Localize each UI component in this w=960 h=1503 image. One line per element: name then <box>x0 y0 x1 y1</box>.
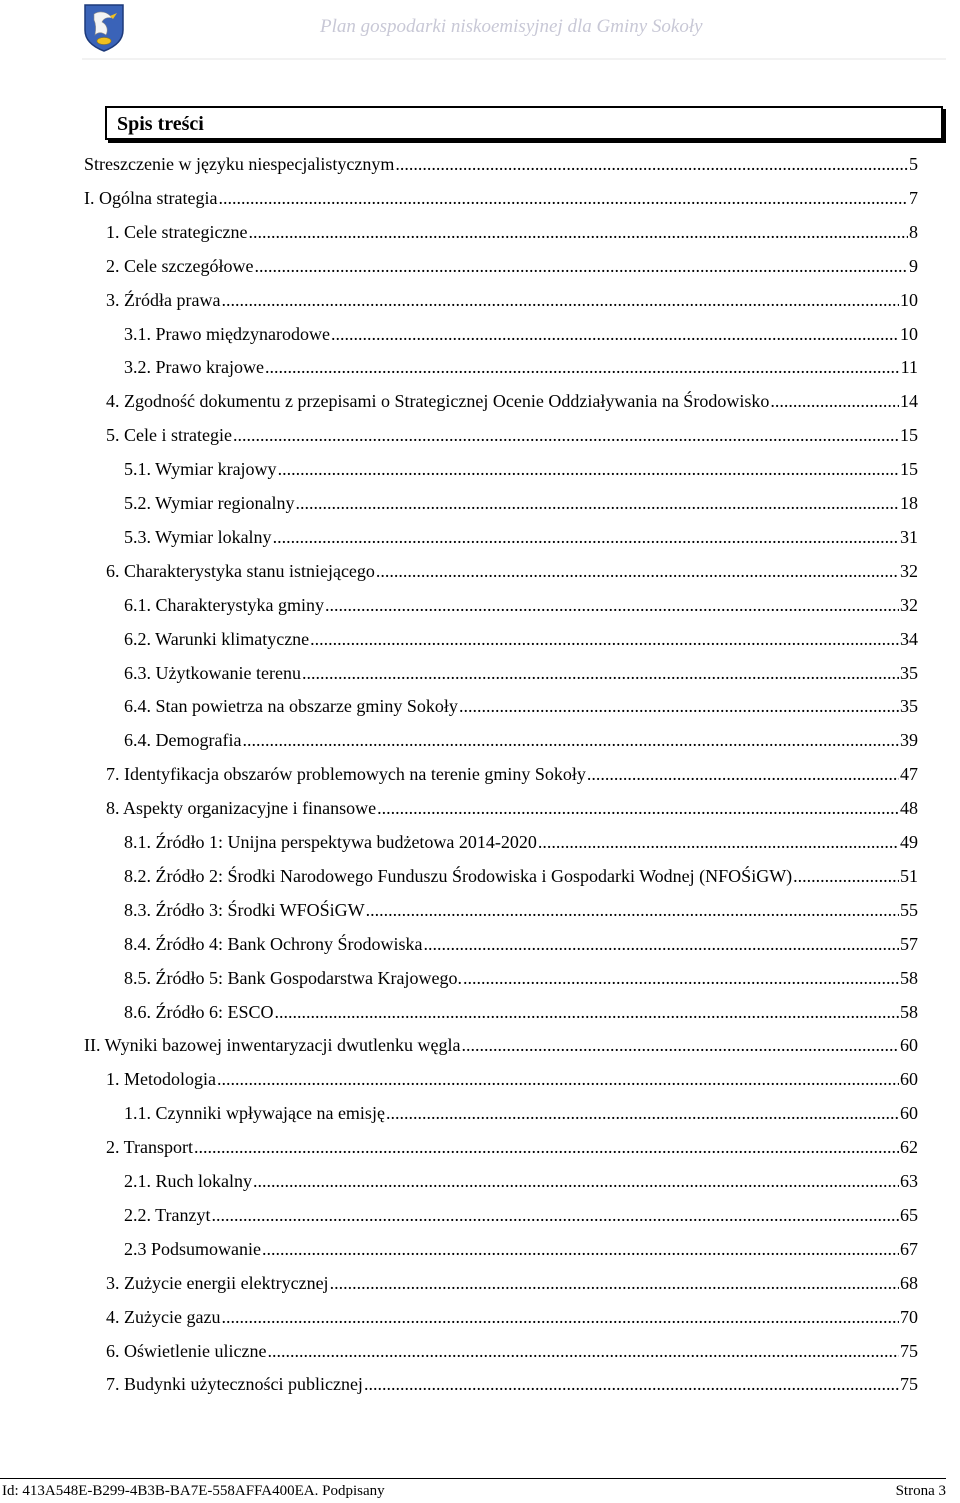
toc-entry[interactable] <box>124 931 918 957</box>
toc-entry[interactable] <box>106 1270 918 1296</box>
toc-dot-leader <box>233 422 899 448</box>
toc-entry[interactable] <box>124 456 918 482</box>
toc-entry-page: 10 <box>900 324 918 344</box>
toc-dot-leader <box>330 1270 899 1296</box>
toc-dot-leader <box>331 321 899 347</box>
toc-entry-page: 57 <box>900 934 918 954</box>
toc-entry-label: 3. Zużycie energii elektrycznej <box>106 1273 329 1293</box>
toc-heading: Spis treści <box>117 113 204 135</box>
toc-entry[interactable] <box>124 660 918 686</box>
toc-entry-page: 31 <box>900 527 918 547</box>
toc-entry-page: 35 <box>900 663 918 683</box>
toc-entry[interactable] <box>106 1304 918 1330</box>
toc-entry-label: 6. Oświetlenie uliczne <box>106 1341 267 1361</box>
page-footer <box>0 1478 946 1503</box>
toc-entry-page: 5 <box>909 154 918 174</box>
toc-dot-leader <box>265 354 900 380</box>
toc-dot-leader <box>376 558 899 584</box>
toc-dot-leader <box>310 626 899 652</box>
toc-entry-label: 2.3 Podsumowanie <box>124 1239 261 1259</box>
toc-entry[interactable] <box>124 490 918 516</box>
toc-entry-label: 7. Budynki użyteczności publicznej <box>106 1374 363 1394</box>
toc-entry-page: 70 <box>900 1307 918 1327</box>
toc-dot-leader <box>395 151 908 177</box>
toc-entry[interactable] <box>124 524 918 550</box>
toc-entry-page: 9 <box>909 256 918 276</box>
toc-entry-label: 2. Transport <box>106 1137 194 1157</box>
toc-dot-leader <box>770 388 899 414</box>
toc-dot-leader <box>273 524 899 550</box>
toc-entry[interactable] <box>124 321 918 347</box>
toc-entry-label: 8. Aspekty organizacyjne i finansowe <box>106 798 377 818</box>
toc-dot-leader <box>461 1032 899 1058</box>
toc-entry[interactable] <box>124 1202 918 1228</box>
toc-dot-leader <box>253 1168 899 1194</box>
toc-dot-leader <box>296 490 899 516</box>
toc-entry[interactable] <box>124 965 918 991</box>
toc-entry-page: 8 <box>909 222 918 242</box>
toc-entry[interactable] <box>84 185 918 211</box>
toc-entry-page: 68 <box>900 1273 918 1293</box>
toc-dot-leader <box>217 1066 899 1092</box>
toc-dot-leader <box>212 1202 899 1228</box>
toc-entry-label: 3.2. Prawo krajowe <box>124 357 264 377</box>
toc-entry-label: 5.1. Wymiar krajowy <box>124 459 277 479</box>
toc-dot-leader <box>538 829 899 855</box>
toc-entry-label: 7. Identyfikacja obszarów problemowych na terenie gminy Sokoły <box>106 764 586 784</box>
toc-entry-page: 58 <box>900 968 918 988</box>
toc-entry-label: Streszczenie w języku niespecjalistycznym <box>84 154 395 174</box>
toc-dot-leader <box>218 185 908 211</box>
toc-entry-label: 8.6. Źródło 6: ESCO <box>124 1002 274 1022</box>
toc-entry-page: 49 <box>900 832 918 852</box>
toc-entry-label: 3. Źródła prawa <box>106 290 221 310</box>
toc-entry[interactable] <box>106 1066 918 1092</box>
toc-entry-label: 6.4. Stan powietrza na obszarze gminy Sokoły <box>124 696 458 716</box>
toc-entry[interactable] <box>106 1371 918 1397</box>
page-number: Strona 3 <box>895 1483 946 1499</box>
toc-entry[interactable] <box>124 626 918 652</box>
toc-entry-label: 5.2. Wymiar regionalny <box>124 493 295 513</box>
toc-entry-page: 14 <box>900 391 918 411</box>
toc-entry-page: 67 <box>900 1239 918 1259</box>
toc-entry-page: 62 <box>900 1137 918 1157</box>
toc-entry-page: 7 <box>909 188 918 208</box>
toc-entry-label: 6.3. Użytkowanie terenu <box>124 663 301 683</box>
toc-entry[interactable] <box>124 727 918 753</box>
toc-dot-leader <box>242 727 899 753</box>
toc-entry-page: 63 <box>900 1171 918 1191</box>
toc-entry[interactable] <box>106 388 918 414</box>
toc-entry[interactable] <box>106 219 918 245</box>
toc-entry-page: 15 <box>900 425 918 445</box>
toc-entry-label: 2.1. Ruch lokalny <box>124 1171 252 1191</box>
toc-entry-label: 3.1. Prawo międzynarodowe <box>124 324 330 344</box>
toc-dot-leader <box>262 1236 899 1262</box>
toc-entry-page: 15 <box>900 459 918 479</box>
toc-entry-label: II. Wyniki bazowej inwentaryzacji dwutlenku węgla <box>84 1035 461 1055</box>
toc-entry-label: 4. Zgodność dokumentu z przepisami o Strategicznej Ocenie Oddziaływania na Środowisko <box>106 391 770 411</box>
toc-entry-label: 5. Cele i strategie <box>106 425 232 445</box>
toc-entry[interactable] <box>124 693 918 719</box>
toc-dot-leader <box>463 965 899 991</box>
toc-entry[interactable] <box>106 253 918 279</box>
toc-entry-label: 8.3. Źródło 3: Środki WFOŚiGW <box>124 900 365 920</box>
toc-entry-page: 32 <box>900 561 918 581</box>
toc-entry-page: 18 <box>900 493 918 513</box>
toc-dot-leader <box>423 931 899 957</box>
toc-entry[interactable] <box>106 795 918 821</box>
toc-entry-label: 2. Cele szczegółowe <box>106 256 254 276</box>
toc-entry-label: 6.1. Charakterystyka gminy <box>124 595 324 615</box>
toc-entry[interactable] <box>84 151 918 177</box>
toc-entry-page: 65 <box>900 1205 918 1225</box>
toc-entry-label: 1.1. Czynniki wpływające na emisję <box>124 1103 385 1123</box>
toc-dot-leader <box>386 1100 899 1126</box>
toc-entry-page: 51 <box>900 866 918 886</box>
toc-dot-leader <box>793 863 899 889</box>
toc-dot-leader <box>364 1371 899 1397</box>
toc-dot-leader <box>278 456 899 482</box>
toc-dot-leader <box>248 219 908 245</box>
toc-entry[interactable] <box>124 354 918 380</box>
toc-entry[interactable] <box>106 287 918 313</box>
toc-dot-leader <box>459 693 899 719</box>
toc-entry-label: 8.5. Źródło 5: Bank Gospodarstwa Krajowego. <box>124 968 462 988</box>
toc-entry-label: 1. Metodologia <box>106 1069 216 1089</box>
toc-entry[interactable] <box>106 422 918 448</box>
toc-entry-page: 60 <box>900 1103 918 1123</box>
document-running-title: Plan gospodarki niskoemisyjnej dla Gminy Sokoły <box>320 16 703 37</box>
toc-entry-page: 32 <box>900 595 918 615</box>
document-id: Id: 413A548E-B299-4B3B-BA7E-558AFFA400EA. Podpisany <box>2 1483 385 1499</box>
toc-entry-page: 10 <box>900 290 918 310</box>
toc-dot-leader <box>267 1338 899 1364</box>
toc-entry-label: 6. Charakterystyka stanu istniejącego <box>106 561 375 581</box>
toc-entry-page: 39 <box>900 730 918 750</box>
toc-entry-page: 11 <box>900 357 918 377</box>
toc-entry[interactable] <box>84 1032 918 1058</box>
toc-entry-label: 5.3. Wymiar lokalny <box>124 527 272 547</box>
toc-dot-leader <box>194 1134 899 1160</box>
toc-entry[interactable] <box>124 1100 918 1126</box>
toc-dot-leader <box>302 660 899 686</box>
toc-dot-leader <box>275 999 899 1025</box>
toc-entry[interactable] <box>124 592 918 618</box>
toc-entry-page: 60 <box>900 1069 918 1089</box>
toc-entry-page: 58 <box>900 1002 918 1022</box>
toc-entry[interactable] <box>124 897 918 923</box>
toc-entry-page: 47 <box>900 764 918 784</box>
toc-entry-page: 34 <box>900 629 918 649</box>
toc-entry-page: 55 <box>900 900 918 920</box>
toc-entry[interactable] <box>124 1236 918 1262</box>
toc-dot-leader <box>366 897 899 923</box>
toc-entry[interactable] <box>124 1168 918 1194</box>
toc-dot-leader <box>377 795 899 821</box>
toc-dot-leader <box>221 287 899 313</box>
toc-entry[interactable] <box>106 558 918 584</box>
toc-entry-label: 6.4. Demografia <box>124 730 242 750</box>
toc-entry-label: I. Ogólna strategia <box>84 188 218 208</box>
toc-entry-label: 1. Cele strategiczne <box>106 222 248 242</box>
toc-entry-page: 60 <box>900 1035 918 1055</box>
toc-dot-leader <box>254 253 908 279</box>
header-divider <box>82 58 946 60</box>
toc-entry-label: 2.2. Tranzyt <box>124 1205 211 1225</box>
toc-dot-leader <box>221 1304 899 1330</box>
toc-entry-label: 8.2. Źródło 2: Środki Narodowego Funduszu Środowiska i Gospodarki Wodnej (NFOŚiGW) <box>124 866 793 886</box>
toc-entry-page: 48 <box>900 798 918 818</box>
toc-entry[interactable] <box>124 863 918 889</box>
coat-of-arms-icon <box>82 2 126 52</box>
toc-entry-page: 35 <box>900 696 918 716</box>
toc-dot-leader <box>587 761 899 787</box>
toc-entry-label: 8.4. Źródło 4: Bank Ochrony Środowiska <box>124 934 423 954</box>
toc-entry[interactable] <box>124 829 918 855</box>
toc-heading-box <box>105 106 943 140</box>
toc-entry-page: 75 <box>900 1374 918 1394</box>
toc-entry[interactable] <box>106 1338 918 1364</box>
toc-entry[interactable] <box>106 761 918 787</box>
toc-entry-page: 75 <box>900 1341 918 1361</box>
toc-entry[interactable] <box>124 999 918 1025</box>
toc-entry-label: 6.2. Warunki klimatyczne <box>124 629 310 649</box>
toc-entry-label: 4. Zużycie gazu <box>106 1307 221 1327</box>
toc-entry[interactable] <box>106 1134 918 1160</box>
toc-dot-leader <box>325 592 899 618</box>
toc-entry-label: 8.1. Źródło 1: Unijna perspektywa budżetowa 2014-2020 <box>124 832 537 852</box>
